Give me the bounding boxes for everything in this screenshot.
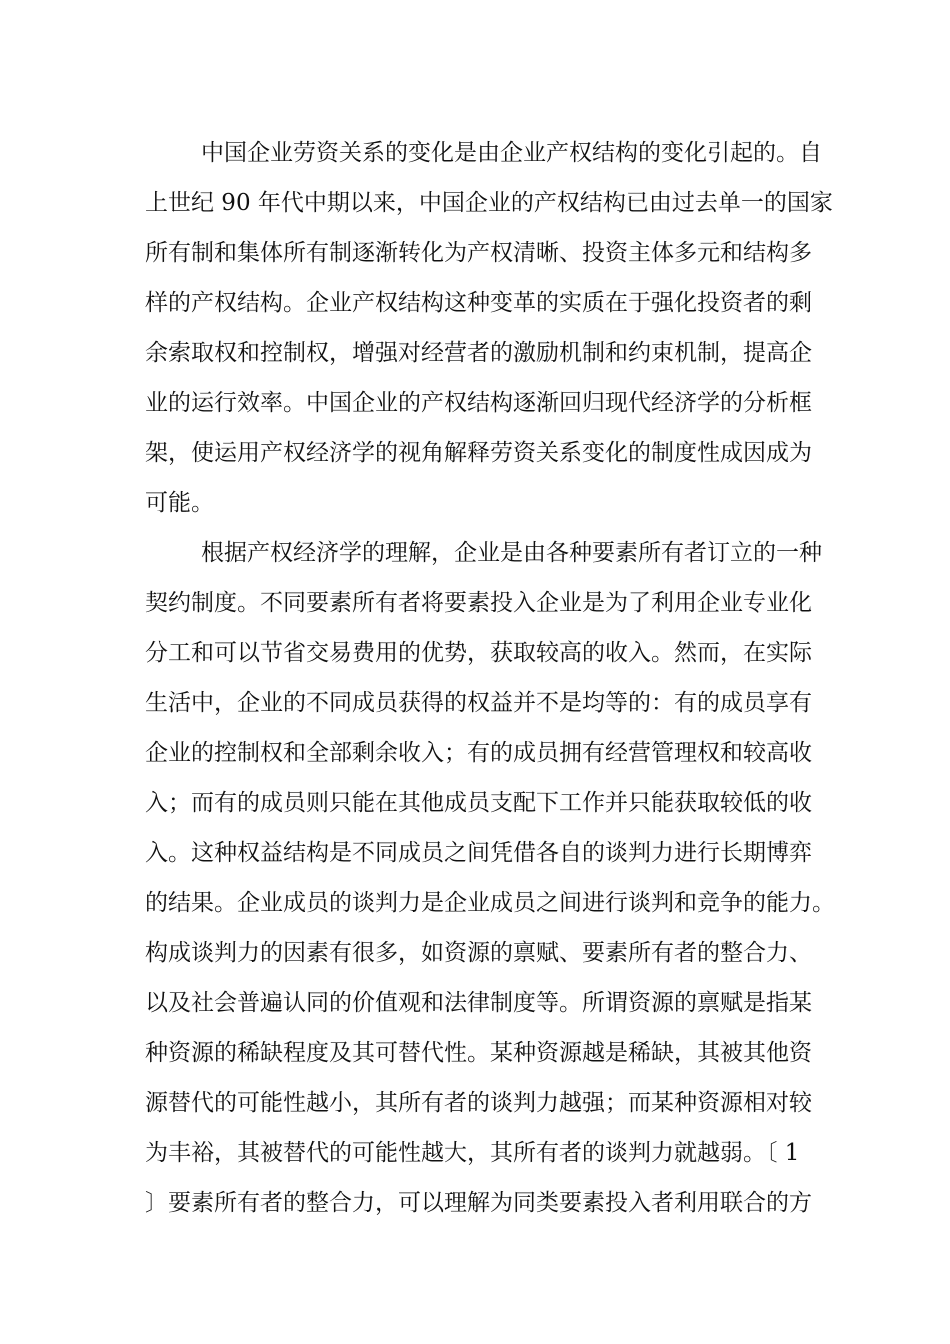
paragraph	[145, 128, 833, 528]
paragraph-line: 的结果。企业成员的谈判力是企业成员之间进行谈判和竞争的能力。	[145, 890, 835, 916]
paragraph-line: 契约制度。不同要素所有者将要素投入企业是为了利用企业专业化	[145, 590, 812, 616]
body-text	[145, 128, 835, 1228]
paragraph-line: 种资源的稀缺程度及其可替代性。某种资源越是稀缺，其被其他资	[145, 1040, 812, 1066]
paragraph-line: 所有制和集体所有制逐渐转化为产权清晰、投资主体多元和结构多	[145, 240, 812, 266]
paragraph-line: 中国企业劳资关系的变化是由企业产权结构的变化引起的。自	[201, 140, 822, 166]
paragraph-line: 业的运行效率。中国企业的产权结构逐渐回归现代经济学的分析框	[145, 390, 812, 416]
paragraph-line: 源替代的可能性越小，其所有者的谈判力越强；而某种资源相对较	[145, 1090, 812, 1116]
paragraph-line: 上世纪 90 年代中期以来，中国企业的产权结构已由过去单一的国家	[145, 190, 833, 216]
paragraph-line: 入。这种权益结构是不同成员之间凭借各自的谈判力进行长期博弈	[145, 840, 812, 866]
paragraph-line: 入；而有的成员则只能在其他成员支配下工作并只能获取较低的收	[145, 790, 812, 816]
paragraph-line: 构成谈判力的因素有很多，如资源的禀赋、要素所有者的整合力、	[145, 940, 812, 966]
paragraph-line: 根据产权经济学的理解，企业是由各种要素所有者订立的一种	[201, 540, 822, 566]
paragraph	[145, 528, 835, 1228]
paragraph-line: 生活中，企业的不同成员获得的权益并不是均等的：有的成员享有	[145, 690, 812, 716]
paragraph-line: 以及社会普遍认同的价值观和法律制度等。所谓资源的禀赋是指某	[145, 990, 812, 1016]
paragraph-line: 企业的控制权和全部剩余收入；有的成员拥有经营管理权和较高收	[145, 740, 812, 766]
paragraph-line: 样的产权结构。企业产权结构这种变革的实质在于强化投资者的剩	[145, 290, 812, 316]
paragraph-line: 为丰裕，其被替代的可能性越大，其所有者的谈判力就越弱。〔 1	[145, 1140, 800, 1166]
paragraph-line: 余索取权和控制权，增强对经营者的激励机制和约束机制，提高企	[145, 340, 812, 366]
paragraph-line: 〕要素所有者的整合力，可以理解为同类要素投入者利用联合的方	[145, 1190, 812, 1216]
paragraph-line: 可能。	[145, 490, 214, 516]
paragraph-line: 分工和可以节省交易费用的优势，获取较高的收入。然而，在实际	[145, 640, 812, 666]
paragraph-line: 架，使运用产权经济学的视角解释劳资关系变化的制度性成因成为	[145, 440, 812, 466]
